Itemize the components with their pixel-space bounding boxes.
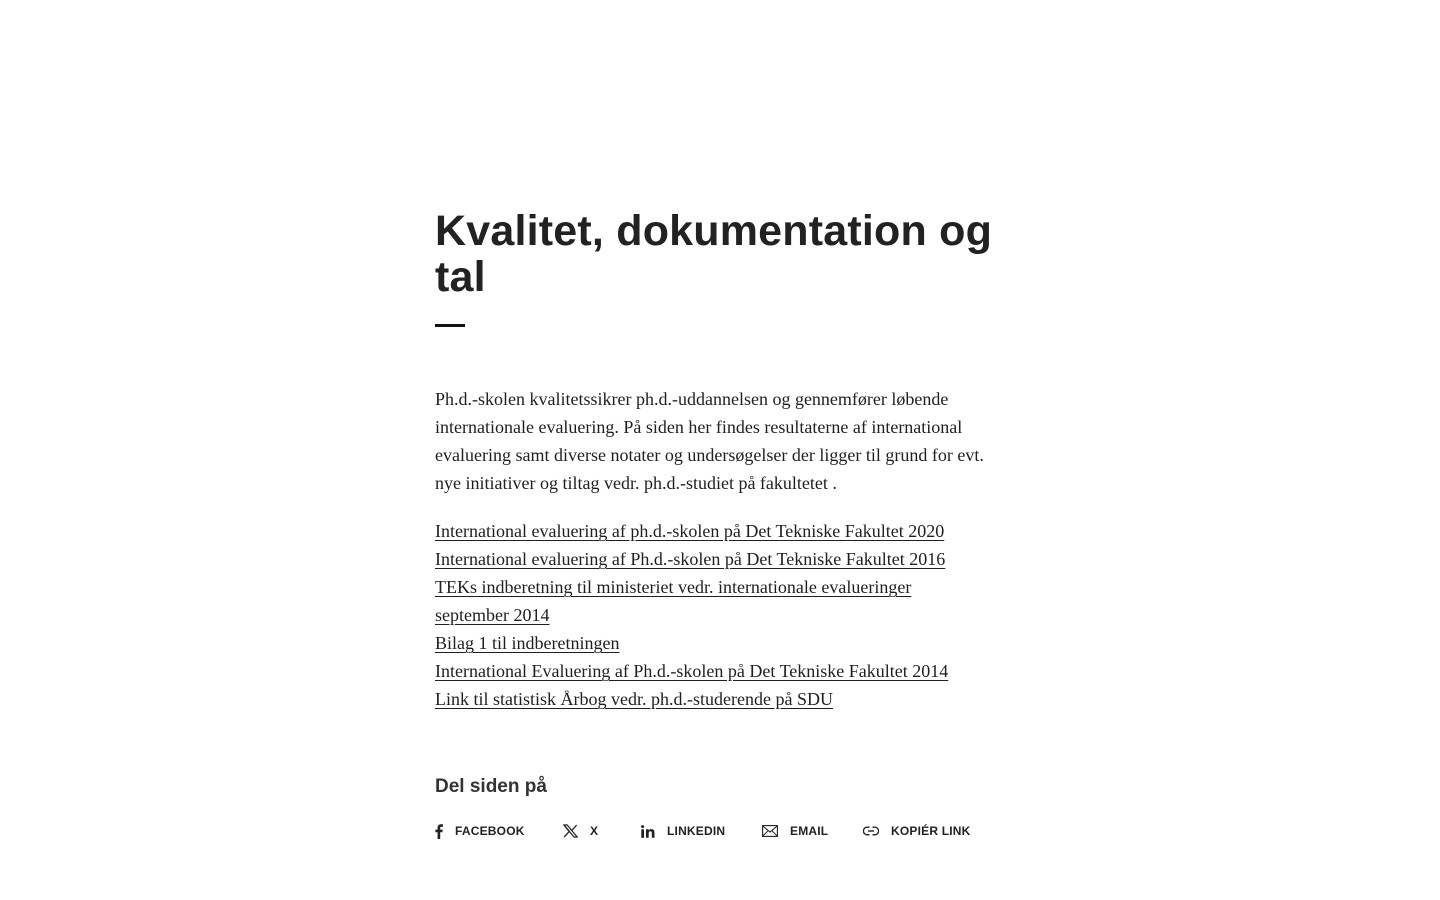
share-bar — [435, 819, 1015, 843]
share-label: KOPIÉR LINK — [891, 824, 971, 838]
title-divider — [435, 324, 465, 327]
linkedin-icon — [641, 822, 655, 840]
document-links-list — [435, 517, 1015, 713]
share-heading: Del siden på — [435, 776, 547, 797]
list-item — [435, 685, 955, 713]
share-email-button[interactable] — [762, 822, 863, 840]
share-linkedin-button[interactable] — [641, 822, 762, 840]
page-title: Kvalitet, dokumentation og tal — [435, 207, 993, 301]
share-facebook-button[interactable] — [435, 822, 563, 840]
list-item — [435, 517, 955, 545]
x-icon — [563, 822, 578, 840]
list-item — [435, 545, 955, 573]
facebook-icon — [435, 822, 443, 840]
email-icon — [762, 822, 778, 840]
list-item — [435, 629, 955, 657]
evaluation-2020-link[interactable]: International evaluering af ph.d.-skolen på Det Tekniske Fakultet 2020 — [435, 521, 945, 541]
list-item — [435, 657, 955, 685]
link-icon — [863, 822, 879, 840]
statistics-yearbook-link[interactable]: Link til statistisk Årbog vedr. ph.d.-studerende på SDU — [435, 689, 833, 709]
main-content — [435, 208, 1015, 843]
copy-link-button[interactable] — [863, 822, 973, 840]
evaluation-2014-link[interactable]: International Evaluering af Ph.d.-skolen på Det Tekniske Fakultet 2014 — [435, 661, 949, 681]
share-label: LINKEDIN — [667, 824, 726, 838]
list-item — [435, 573, 955, 629]
evaluation-2016-link[interactable]: International evaluering af Ph.d.-skolen på Det Tekniske Fakultet 2016 — [435, 549, 946, 569]
intro-paragraph: Ph.d.-skolen kvalitetssikrer ph.d.-uddannelsen og gennemfører løbende internationale evaluering. På siden her findes resultaterne af international evaluering samt diverse notater og undersøgelser der ligger til grund for evt. nye initiativer og tiltag vedr. ph.d.-studiet på fakultetet . — [435, 389, 984, 493]
share-label: EMAIL — [790, 824, 829, 838]
share-x-button[interactable] — [563, 822, 641, 840]
ministry-report-2014-link[interactable]: TEKs indberetning til ministeriet vedr. internationale evalueringer september 2014 — [435, 577, 912, 625]
share-label: X — [590, 824, 599, 838]
appendix-1-link[interactable]: Bilag 1 til indberetningen — [435, 633, 620, 653]
share-label: FACEBOOK — [455, 824, 525, 838]
